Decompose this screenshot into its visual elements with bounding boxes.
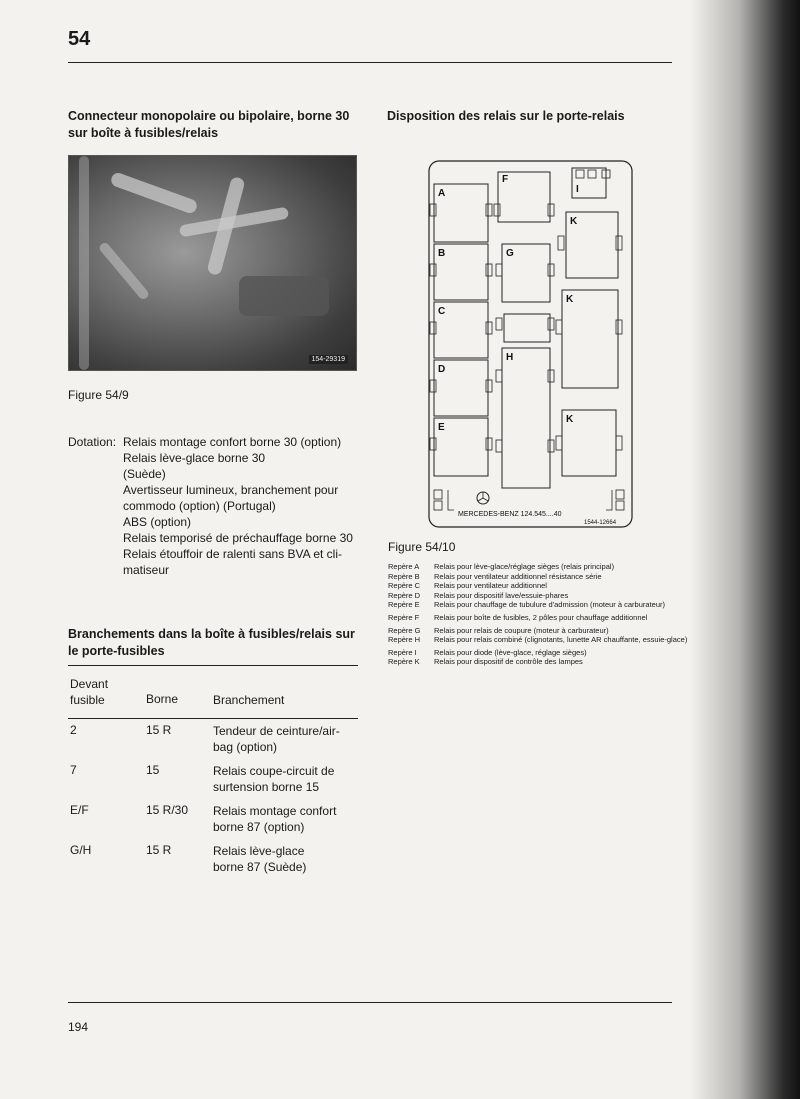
table-row	[68, 723, 358, 763]
footer-page-number: 194	[68, 1020, 89, 1034]
legend-row	[388, 562, 688, 572]
dotation-block	[68, 434, 368, 578]
cell-borne: 15 R	[146, 843, 172, 857]
legend-row	[388, 591, 688, 601]
legend-ref: Repère K	[388, 657, 420, 667]
legend-row	[388, 572, 688, 582]
table-header	[68, 665, 358, 719]
legend-relay: Relais pour	[434, 590, 472, 600]
relay-letter: C	[438, 306, 446, 317]
relay-letter: E	[438, 422, 445, 433]
relay-g-lower-box	[504, 314, 550, 342]
dotation-item: Avertisseur lumineux, branchement pour	[123, 483, 339, 497]
cell-branchement	[213, 723, 358, 755]
header-rule	[68, 62, 672, 63]
cell-borne: 15	[146, 763, 160, 777]
col-header-borne: Borne	[146, 692, 179, 706]
legend-ref: Repère E	[388, 600, 420, 610]
cell-line: Relais coupe-circuit de	[213, 764, 335, 778]
legend-ref: Repère F	[388, 612, 420, 622]
legend-ref: Repère G	[388, 625, 421, 635]
footer-rule	[68, 1002, 672, 1003]
cell-branchement	[213, 803, 358, 835]
cell-borne: 15 R/30	[146, 803, 189, 817]
legend-relay: Relais pour	[434, 600, 472, 610]
cell-line: Relais montage confort	[213, 804, 337, 818]
legend-row	[388, 648, 688, 658]
dotation-label: Dotation:	[68, 435, 117, 449]
legend-ref: Repère A	[388, 562, 420, 571]
relay-letter: K	[570, 216, 578, 227]
diagram-code: 1544-12664	[584, 520, 617, 526]
cell-borne: 15 R	[146, 723, 172, 737]
dotation-item: commodo (option) (Portugal)	[123, 499, 276, 513]
legend-text: relais combiné (clignotants, lunette AR chauffante, essuie-glace)	[474, 635, 688, 645]
page-edge-shadow	[690, 0, 800, 1099]
dotation-item: Relais temporisé de préchauffage borne 30	[123, 531, 353, 545]
dotation-item: Relais lève-glace borne 30	[123, 451, 266, 465]
relay-letter: A	[438, 188, 446, 199]
dotation-item: matiseur	[123, 563, 170, 577]
cell-line: bag (option)	[213, 740, 278, 754]
cell-fuse: G/H	[70, 843, 92, 857]
legend-row	[388, 635, 688, 645]
legend-relay: Relais pour	[434, 581, 472, 591]
relay-letter: K	[566, 294, 574, 305]
col-header-branchement: Branchement	[213, 693, 285, 707]
relay-letter: I	[576, 184, 579, 195]
board-outline	[429, 161, 632, 527]
branchements-title: Branchements dans la boîte à fusibles/relais sur le porte-fusibles	[68, 627, 355, 658]
legend-relay: Relais pour	[434, 571, 472, 581]
relay-letter: F	[502, 174, 509, 185]
legend-text: dispositif de contrôle des lampes	[474, 657, 583, 667]
legend-relay: Relais pour	[434, 635, 472, 645]
legend-text: relais de coupure (moteur à carburateur)	[474, 625, 609, 635]
legend-relay: Relais pour	[434, 625, 472, 635]
dotation-item: ABS (option)	[123, 515, 192, 529]
figure-caption-right: Figure 54/10	[388, 540, 456, 554]
relay-letter: B	[438, 248, 446, 259]
diagram-brand-text: MERCEDES-BENZ 124.545....40	[458, 511, 562, 518]
table-row	[68, 763, 358, 803]
figure-caption-left: Figure 54/9	[68, 388, 129, 402]
legend-relay: Relais pour	[434, 657, 472, 667]
bottom-connectors	[434, 490, 624, 510]
cell-line: Tendeur de ceinture/air-	[213, 724, 340, 738]
cell-line: borne 87 (option)	[213, 820, 305, 834]
relay-board-diagram	[428, 160, 633, 528]
legend-text: lève-glace/réglage sièges (relais principal)	[474, 562, 615, 571]
legend-ref: Repère B	[388, 571, 420, 581]
legend-row	[388, 581, 688, 591]
table-row	[68, 843, 358, 883]
legend-ref: Repère I	[388, 647, 417, 657]
cell-branchement	[213, 763, 358, 795]
cell-branchement	[213, 843, 358, 875]
legend-text: ventilateur additionnel	[474, 581, 547, 591]
col-header-fuse: Devant fusible	[70, 677, 109, 707]
cell-fuse: 7	[70, 763, 77, 777]
legend-text: diode (lève-glace, réglage sièges)	[474, 647, 587, 657]
relay-letter: H	[506, 352, 514, 363]
cell-fuse: 2	[70, 723, 77, 737]
legend-row	[388, 657, 688, 667]
cell-line: surtension borne 15	[213, 780, 320, 794]
legend-relay: Relais pour	[434, 562, 472, 571]
relay-letter: K	[566, 414, 574, 425]
cell-fuse: E/F	[70, 803, 89, 817]
relay-layout-title: Disposition des relais sur le porte-relais	[387, 109, 625, 123]
dotation-item: (Suède)	[123, 467, 166, 481]
legend-ref: Repère H	[388, 635, 421, 645]
page-number: 54	[68, 28, 91, 50]
cell-line: Relais lève-glace	[213, 844, 305, 858]
relay-letter: D	[438, 364, 446, 375]
legend-ref: Repère D	[388, 590, 421, 600]
legend-text: boîte de fusibles, 2 pôles pour chauffage additionnel	[474, 612, 648, 622]
legend-row	[388, 626, 688, 636]
dotation-item: Relais étouffoir de ralenti sans BVA et cli-	[123, 547, 342, 561]
legend-ref: Repère C	[388, 581, 421, 591]
connector-section-title: Connecteur monopolaire ou bipolaire, borne 30 sur boîte à fusibles/relais	[68, 109, 350, 140]
legend-relay: Relais pour	[434, 647, 472, 657]
dotation-item: Relais montage confort borne 30 (option)	[123, 435, 342, 449]
relay-letter: G	[506, 248, 514, 259]
fuse-box-photo	[68, 155, 357, 371]
legend-text: ventilateur additionnel résistance série	[474, 571, 602, 581]
branchements-table	[68, 665, 358, 883]
legend-text: chauffage de tubulure d'admission (moteur à carburateur)	[474, 600, 665, 610]
cell-line: borne 87 (Suède)	[213, 860, 307, 874]
legend-row	[388, 600, 688, 610]
legend-relay: Relais pour	[434, 612, 472, 622]
legend-row	[388, 613, 688, 623]
table-row	[68, 803, 358, 843]
legend-text: dispositif lave/essuie-phares	[474, 590, 569, 600]
photo-code: 154-29319	[309, 355, 348, 364]
relay-h-box	[502, 348, 550, 488]
relay-legend	[388, 562, 688, 667]
